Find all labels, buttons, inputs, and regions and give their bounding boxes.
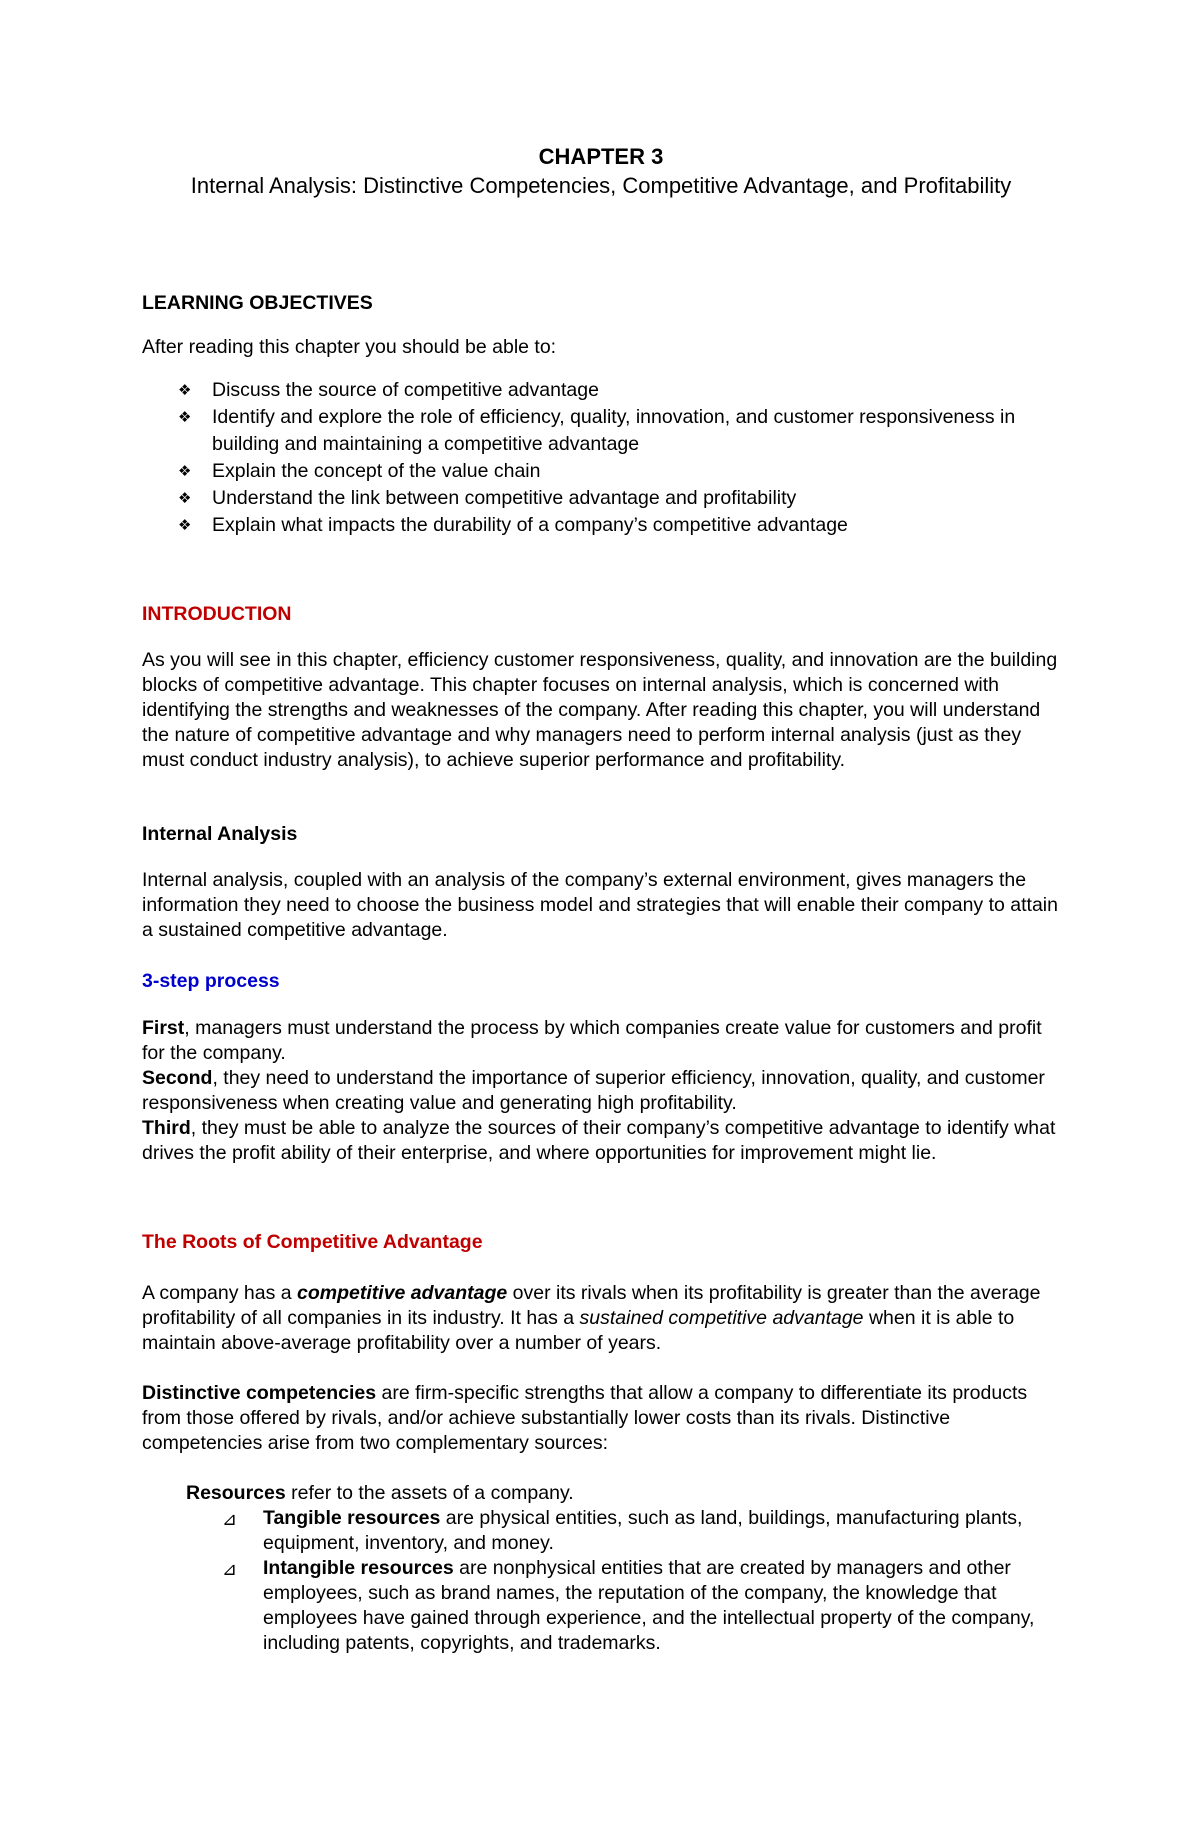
list-item (186, 1506, 1060, 1556)
step-text: , they need to understand the importance of superior efficiency, innovation, quality, and customer responsiveness when creating value and generating high profitability. (142, 1066, 1045, 1114)
list-item-text: Identify and explore the role of efficiency, quality, innovation, and customer responsiveness in building and maintaining a competitive advantage (212, 405, 1016, 455)
learning-objectives-heading: LEARNING OBJECTIVES (142, 291, 373, 314)
text-run: are physical entities, such as land, buildings, manufacturing plants, equipment, inventory, and money. (263, 1506, 1023, 1554)
step-text: , managers must understand the process by which companies create value for customers and profit for the company. (142, 1016, 1042, 1064)
triangle-bullet-icon: ⊿ (222, 1508, 238, 1529)
list-item (142, 377, 1060, 404)
introduction-text: As you will see in this chapter, efficiency customer responsiveness, quality, and innovation are the building blocks of competitive advantage. This chapter focuses on internal analysis, which is concerned with identifying the strengths and weaknesses of the company. After reading this chapter, you will understand the nature of competitive advantage and why managers need to perform internal analysis (just as they must conduct industry analysis), to achieve superior performance and profitability. (142, 648, 1058, 771)
step-text: , they must be able to analyze the sources of their company’s competitive advantage to identify what drives the profit ability of their enterprise, and where opportunities for improvement might lie. (142, 1116, 1056, 1164)
diamond-bullet-icon: ❖ (178, 489, 192, 507)
sustained-advantage-term: sustained competitive advantage (579, 1306, 864, 1329)
diamond-bullet-icon: ❖ (178, 408, 192, 426)
competitive-advantage-term: competitive advantage (297, 1281, 508, 1304)
list-item (142, 485, 1060, 512)
roots-section (142, 1230, 1060, 1656)
roots-heading: The Roots of Competitive Advantage (142, 1230, 483, 1253)
introduction-heading: INTRODUCTION (142, 602, 292, 625)
text-run: over its rivals when its profitability is greater than the average profitability of all companies in its industry. It has a (142, 1281, 1041, 1329)
text-run: refer to the assets of a company. (285, 1481, 574, 1504)
introduction-section (142, 602, 1060, 773)
list-item (142, 404, 1060, 458)
internal-analysis-heading: Internal Analysis (142, 822, 298, 845)
intangible-resources-term: Intangible resources (263, 1556, 454, 1579)
text-run: are nonphysical entities that are created by managers and other employees, such as brand names, the reputation of the company, the knowledge that employees have gained through experience, and the intellectual property of the company, including patents, copyrights, and trademarks. (263, 1556, 1035, 1654)
list-item (142, 512, 1060, 539)
step-label: Third (142, 1116, 191, 1139)
diamond-bullet-icon: ❖ (178, 516, 192, 534)
step-label: Second (142, 1066, 213, 1089)
text-run: are firm-specific strengths that allow a company to differentiate its products from those offered by rivals, and/or achieve substantially lower costs than its rivals. Distinctive competencies arise from two complementary sources: (142, 1381, 1028, 1454)
tangible-resources-term: Tangible resources (263, 1506, 441, 1529)
step-third (142, 1116, 1060, 1166)
chapter-title: Internal Analysis: Distinctive Competencies, Competitive Advantage, and Profitability (190, 173, 1012, 198)
resources-list (186, 1506, 1060, 1656)
step-label: First (142, 1016, 185, 1039)
diamond-bullet-icon: ❖ (178, 381, 192, 399)
resources-definition (186, 1481, 1060, 1506)
distinctive-competencies-term: Distinctive competencies (142, 1381, 377, 1404)
learning-objectives-list (142, 377, 1060, 539)
chapter-label: CHAPTER 3 (538, 144, 664, 169)
list-item (142, 458, 1060, 485)
internal-analysis-text: Internal analysis, coupled with an analysis of the company’s external environment, gives managers the information they need to choose the business model and strategies that will enable their company to attain a sustained competitive advantage. (142, 868, 1058, 941)
resources-block (142, 1481, 1060, 1656)
competitive-advantage-definition (142, 1281, 1060, 1356)
internal-analysis-section (142, 822, 1060, 943)
learning-objectives-intro: After reading this chapter you should be able to: (142, 335, 557, 358)
text-run: A company has a (142, 1281, 298, 1304)
step-second (142, 1066, 1060, 1116)
step-first (142, 1016, 1060, 1066)
learning-objectives-section (142, 291, 1060, 539)
text-run: when it is able to maintain above-average profitability over a number of years. (142, 1306, 1015, 1354)
three-step-heading: 3-step process (142, 969, 280, 992)
list-item-text: Explain what impacts the durability of a company’s competitive advantage (212, 513, 848, 536)
title-block (142, 142, 1060, 201)
list-item-text: Discuss the source of competitive advantage (212, 378, 599, 401)
list-item (186, 1556, 1060, 1656)
resources-term: Resources (186, 1481, 286, 1504)
list-item-text: Understand the link between competitive advantage and profitability (212, 486, 797, 509)
list-item-text: Explain the concept of the value chain (212, 459, 541, 482)
diamond-bullet-icon: ❖ (178, 462, 192, 480)
triangle-bullet-icon: ⊿ (222, 1558, 238, 1579)
three-step-section (142, 969, 1060, 1166)
distinctive-competencies-definition (142, 1381, 1060, 1456)
